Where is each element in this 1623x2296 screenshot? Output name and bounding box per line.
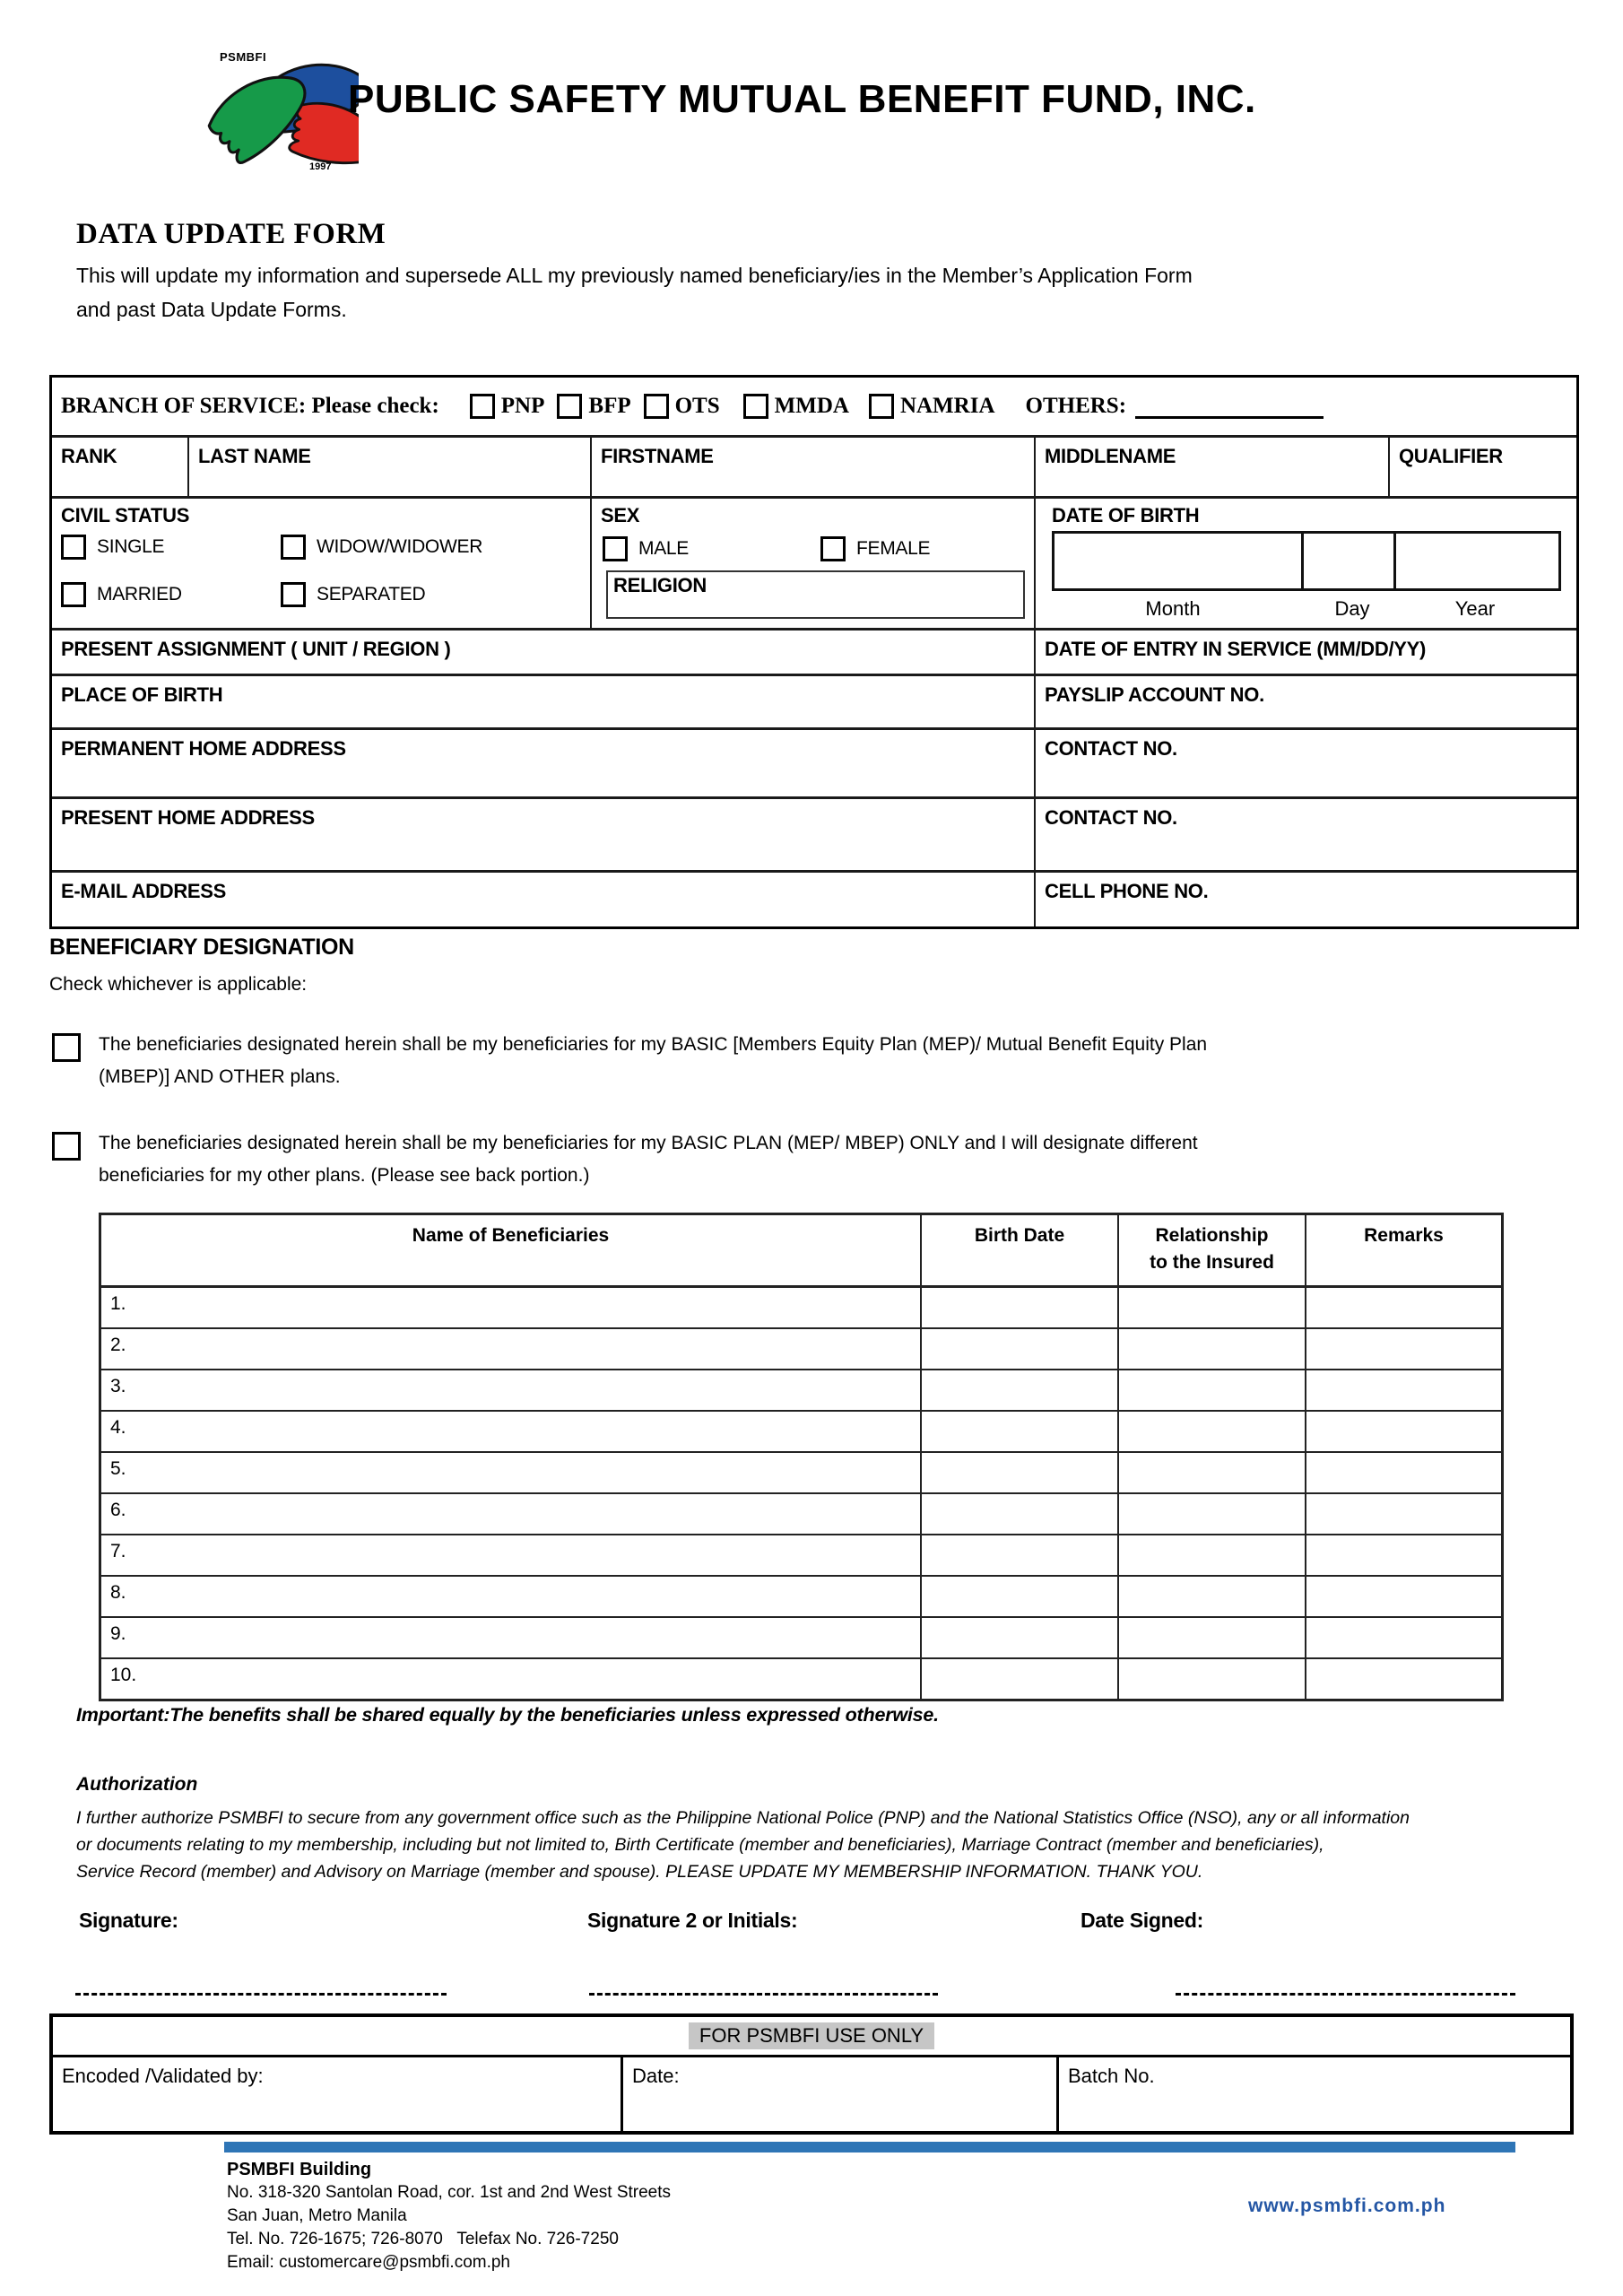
dob-month-label: Month (1145, 597, 1201, 620)
info-row (52, 628, 1576, 674)
beneficiary-relationship-field[interactable] (1117, 1453, 1305, 1492)
psmbfi-logo (202, 43, 359, 182)
pnp-label: PNP (500, 394, 545, 418)
info-row (52, 727, 1576, 796)
civil-sex-dob-row (52, 496, 1576, 628)
first-name-field[interactable] (590, 438, 1034, 496)
psmbfi-logo-icon (202, 56, 359, 181)
beneficiary-row-3 (101, 1370, 1501, 1412)
beneficiary-row-7 (101, 1535, 1501, 1577)
single-checkbox[interactable] (61, 535, 86, 560)
office-use-header: FOR PSMBFI USE ONLY (689, 2022, 934, 2049)
male-checkbox[interactable] (603, 536, 628, 561)
beneficiary-row-5 (101, 1453, 1501, 1494)
office-use-header-row (53, 2017, 1570, 2057)
name-row (52, 435, 1576, 496)
contact-no-field[interactable] (1034, 730, 1576, 796)
beneficiary-birthdate-field[interactable] (920, 1494, 1117, 1534)
last-name-label: LAST NAME (198, 445, 311, 467)
others-label: OTHERS: (1025, 394, 1127, 418)
beneficiary-birthdate-field[interactable] (920, 1453, 1117, 1492)
pnp-checkbox[interactable] (470, 394, 495, 419)
authorization-line1: I further authorize PSMBFI to secure from any government office such as the Philippine National Police (PNP) and the National Statistics Office (NSO), any or all information (76, 1808, 1410, 1828)
beneficiary-remarks-field[interactable] (1305, 1412, 1501, 1451)
beneficiary-option-1 (99, 1029, 1524, 1093)
email-address-label: E-MAIL ADDRESS (61, 880, 227, 902)
date-of-entry-label: DATE OF ENTRY IN SERVICE (MM/DD/YY) (1045, 638, 1427, 660)
beneficiary-birthdate-field[interactable] (920, 1659, 1117, 1699)
last-name-field[interactable] (187, 438, 590, 496)
office-use-data-row (53, 2057, 1570, 2134)
office-date-field[interactable] (621, 2057, 1056, 2134)
sex-religion-cell (590, 499, 1034, 628)
dob-divider (1393, 534, 1396, 588)
beneficiary-option-2-line2: beneficiaries for my other plans. (Please see back portion.) (99, 1165, 590, 1186)
widow-checkbox[interactable] (281, 535, 306, 560)
beneficiary-name-field[interactable]: 4. (110, 1417, 126, 1438)
sex-option-male (603, 536, 689, 561)
batch-no-label: Batch No. (1068, 2065, 1155, 2087)
important-note: Important:The benefits shall be shared equally by the beneficiaries unless expressed otherwise. (76, 1704, 939, 1726)
cell-phone-field[interactable] (1034, 873, 1576, 926)
female-label: FEMALE (856, 538, 931, 559)
beneficiary-option-1-line2: (MBEP)] AND OTHER plans. (99, 1066, 341, 1087)
contact-no-label: CONTACT NO. (1045, 737, 1177, 760)
namria-checkbox[interactable] (869, 394, 894, 419)
dob-day-label: Day (1334, 597, 1370, 620)
civil-option-single (61, 535, 164, 560)
beneficiary-remarks-field[interactable] (1305, 1453, 1501, 1492)
beneficiaries-table-header (101, 1215, 1501, 1288)
beneficiary-row-10 (101, 1659, 1501, 1699)
beneficiary-row-6 (101, 1494, 1501, 1535)
civil-option-widow (281, 535, 482, 560)
female-checkbox[interactable] (820, 536, 846, 561)
member-info-table (49, 375, 1579, 929)
footer-email-line: Email: customercare@psmbfi.com.ph (227, 2253, 510, 2272)
branch-option-namria (869, 394, 995, 419)
beneficiary-relationship-field[interactable] (1117, 1535, 1305, 1575)
bfp-checkbox[interactable] (557, 394, 582, 419)
date-signed-label: Date Signed: (1081, 1909, 1203, 1932)
form-description-line2: and past Data Update Forms. (76, 298, 347, 321)
single-label: SINGLE (97, 536, 165, 557)
dob-divider (1301, 534, 1304, 588)
widow-label: WIDOW/WIDOWER (317, 536, 483, 557)
beneficiary-remarks-field[interactable] (1305, 1494, 1501, 1534)
logo-abbr-text: PSMBFI (220, 50, 267, 64)
beneficiary-name-field[interactable]: 6. (110, 1500, 126, 1520)
separated-checkbox[interactable] (281, 582, 306, 607)
header-remarks (1305, 1215, 1501, 1285)
signature2-line[interactable] (589, 1993, 938, 1996)
authorization-line3: Service Record (member) and Advisory on Marriage (member and spouse). PLEASE UPDATE MY MEMBERSHIP INFORMATION. THANK YOU. (76, 1862, 1203, 1882)
beneficiary-name-field[interactable]: 7. (110, 1541, 126, 1561)
date-signed-line[interactable] (1176, 1993, 1515, 1996)
beneficiary-option-2-line1: The beneficiaries designated herein shall be my beneficiaries for my BASIC PLAN (MEP/ MBEP) ONLY and I will designate different (99, 1133, 1198, 1153)
form-title: DATA UPDATE FORM (76, 218, 386, 250)
dob-year-label: Year (1454, 597, 1496, 620)
beneficiary-option-1-line1: The beneficiaries designated herein shall be my beneficiaries for my BASIC [Members Equity Plan (MEP)/ Mutual Benefit Equity Plan (99, 1034, 1208, 1055)
info-row (52, 674, 1576, 727)
contact-no-2-label: CONTACT NO. (1045, 806, 1177, 829)
footer-building: PSMBFI Building (227, 2160, 372, 2179)
branch-option-bfp (557, 394, 630, 419)
beneficiary-remarks-field[interactable] (1305, 1659, 1501, 1699)
beneficiaries-table (99, 1213, 1504, 1701)
beneficiary-relationship-field[interactable] (1117, 1618, 1305, 1657)
beneficiary-remarks-field[interactable] (1305, 1535, 1501, 1575)
info-row (52, 870, 1576, 926)
religion-field[interactable] (606, 570, 1025, 619)
civil-option-married (61, 582, 182, 607)
beneficiary-birthdate-field[interactable] (920, 1618, 1117, 1657)
beneficiary-birthdate-field[interactable] (920, 1412, 1117, 1451)
header-relationship-line2: to the Insured (1150, 1252, 1274, 1273)
header-name-of-beneficiaries (101, 1215, 920, 1285)
header-name-text: Name of Beneficiaries (412, 1225, 610, 1246)
middle-name-label: MIDDLENAME (1045, 445, 1176, 467)
male-label: MALE (638, 538, 689, 559)
date-of-birth-field[interactable] (1052, 531, 1561, 591)
beneficiary-birthdate-field[interactable] (920, 1288, 1117, 1327)
separated-label: SEPARATED (317, 584, 426, 604)
payslip-account-label: PAYSLIP ACCOUNT NO. (1045, 683, 1264, 706)
beneficiary-relationship-field[interactable] (1117, 1412, 1305, 1451)
present-assignment-field[interactable] (52, 631, 1034, 674)
header-relationship (1117, 1215, 1305, 1285)
footer-phone-line: Tel. No. 726-1675; 726-8070 Telefax No. 726-7250 (227, 2230, 619, 2248)
civil-status-cell (52, 499, 590, 628)
present-address-label: PRESENT HOME ADDRESS (61, 806, 315, 829)
beneficiary-instruction: Check whichever is applicable: (49, 974, 308, 995)
encoded-validated-by-field[interactable] (53, 2057, 621, 2134)
beneficiary-remarks-field[interactable] (1305, 1618, 1501, 1657)
footer-address-line1: No. 318-320 Santolan Road, cor. 1st and 2nd West Streets (227, 2183, 672, 2202)
encoded-validated-by-label: Encoded /Validated by: (62, 2065, 264, 2087)
beneficiary-relationship-field[interactable] (1117, 1329, 1305, 1369)
signature-line[interactable] (75, 1993, 447, 1996)
civil-status-label: CIVIL STATUS (61, 504, 190, 526)
branch-option-mmda (743, 394, 849, 419)
beneficiary-name-field[interactable]: 10. (110, 1665, 137, 1685)
first-name-label: FIRSTNAME (601, 445, 714, 467)
present-assignment-label: PRESENT ASSIGNMENT ( UNIT / REGION ) (61, 638, 451, 660)
beneficiary-name-field[interactable]: 2. (110, 1335, 126, 1355)
authorization-paragraph (76, 1805, 1410, 1885)
married-label: MARRIED (97, 584, 182, 604)
footer-divider-bar (224, 2142, 1515, 2152)
mmda-label: MMDA (774, 394, 849, 418)
others-field[interactable] (1135, 395, 1324, 419)
present-address-field[interactable] (52, 799, 1034, 870)
office-date-label: Date: (632, 2065, 680, 2087)
footer-address-line2: San Juan, Metro Manila (227, 2206, 407, 2225)
namria-label: NAMRIA (899, 394, 995, 418)
mmda-checkbox[interactable] (743, 394, 768, 419)
place-of-birth-field[interactable] (52, 676, 1034, 727)
signature-label: Signature: (79, 1909, 178, 1932)
date-of-birth-label: DATE OF BIRTH (1052, 504, 1200, 526)
header-birth-date (920, 1215, 1117, 1285)
beneficiary-remarks-field[interactable] (1305, 1288, 1501, 1327)
beneficiary-birthdate-field[interactable] (920, 1329, 1117, 1369)
authorization-heading: Authorization (76, 1774, 198, 1795)
beneficiary-birthdate-field[interactable] (920, 1535, 1117, 1575)
branch-option-ots (644, 394, 720, 419)
qualifier-field[interactable] (1388, 438, 1576, 496)
date-of-birth-cell (1034, 499, 1576, 628)
basic-and-other-plans-checkbox[interactable] (52, 1033, 81, 1062)
beneficiary-birthdate-field[interactable] (920, 1370, 1117, 1410)
qualifier-label: QUALIFIER (1399, 445, 1503, 467)
office-use-box (49, 2013, 1574, 2135)
basic-plan-only-checkbox[interactable] (52, 1132, 81, 1161)
religion-label: RELIGION (613, 574, 707, 596)
sex-option-female (820, 536, 930, 561)
contact-no-2-field[interactable] (1034, 799, 1576, 870)
cell-phone-label: CELL PHONE NO. (1045, 880, 1209, 902)
beneficiary-name-field[interactable]: 3. (110, 1376, 126, 1396)
email-address-field[interactable] (52, 873, 1034, 926)
org-name-title: PUBLIC SAFETY MUTUAL BENEFIT FUND, INC. (348, 77, 1256, 121)
header-birth-date-text: Birth Date (974, 1225, 1065, 1246)
signature2-label: Signature 2 or Initials: (587, 1909, 798, 1932)
place-of-birth-label: PLACE OF BIRTH (61, 683, 223, 706)
ots-checkbox[interactable] (644, 394, 669, 419)
footer-website-link[interactable]: www.psmbfi.com.ph (1248, 2196, 1446, 2216)
logo-year-text: 1997 (309, 161, 332, 172)
beneficiary-relationship-field[interactable] (1117, 1370, 1305, 1410)
branch-of-service-row (52, 378, 1576, 435)
ots-label: OTS (674, 394, 720, 418)
beneficiary-remarks-field[interactable] (1305, 1370, 1501, 1410)
beneficiary-name-field[interactable]: 8. (110, 1582, 126, 1603)
beneficiary-name-field[interactable]: 9. (110, 1623, 126, 1644)
beneficiary-name-field[interactable]: 1. (110, 1293, 126, 1314)
beneficiary-designation-heading: BENEFICIARY DESIGNATION (49, 935, 354, 960)
permanent-address-field[interactable] (52, 730, 1034, 796)
beneficiary-relationship-field[interactable] (1117, 1577, 1305, 1616)
beneficiary-remarks-field[interactable] (1305, 1577, 1501, 1616)
date-of-entry-field[interactable] (1034, 631, 1576, 674)
rank-field[interactable] (52, 438, 187, 496)
beneficiary-row-9 (101, 1618, 1501, 1659)
beneficiary-name-field[interactable]: 5. (110, 1458, 126, 1479)
header-remarks-text: Remarks (1364, 1225, 1444, 1246)
footer-address-block (227, 2158, 671, 2274)
rank-label: RANK (61, 445, 117, 467)
branch-of-service-label: BRANCH OF SERVICE: Please check: (61, 394, 439, 418)
beneficiary-relationship-field[interactable] (1117, 1494, 1305, 1534)
info-row (52, 796, 1576, 870)
beneficiary-remarks-field[interactable] (1305, 1329, 1501, 1369)
payslip-account-field[interactable] (1034, 676, 1576, 727)
authorization-line2: or documents relating to my membership, including but not limited to, Birth Certificate (member and beneficiaries), Marriage Contract (member and beneficiaries), (76, 1835, 1324, 1855)
bfp-label: BFP (588, 394, 631, 418)
civil-option-separated (281, 582, 425, 607)
beneficiary-option-2 (99, 1127, 1524, 1192)
beneficiary-row-4 (101, 1412, 1501, 1453)
married-checkbox[interactable] (61, 582, 86, 607)
beneficiary-birthdate-field[interactable] (920, 1577, 1117, 1616)
beneficiary-relationship-field[interactable] (1117, 1288, 1305, 1327)
branch-option-pnp (470, 394, 545, 419)
batch-no-field[interactable] (1056, 2057, 1570, 2134)
beneficiary-row-1 (101, 1288, 1501, 1329)
sex-label: SEX (601, 504, 640, 526)
middle-name-field[interactable] (1034, 438, 1388, 496)
permanent-address-label: PERMANENT HOME ADDRESS (61, 737, 346, 760)
beneficiary-relationship-field[interactable] (1117, 1659, 1305, 1699)
header-relationship-line1: Relationship (1155, 1225, 1269, 1246)
form-description-line1: This will update my information and supersede ALL my previously named beneficiary/ies in the Member’s Application Form (76, 264, 1193, 287)
beneficiary-row-2 (101, 1329, 1501, 1370)
beneficiary-row-8 (101, 1577, 1501, 1618)
